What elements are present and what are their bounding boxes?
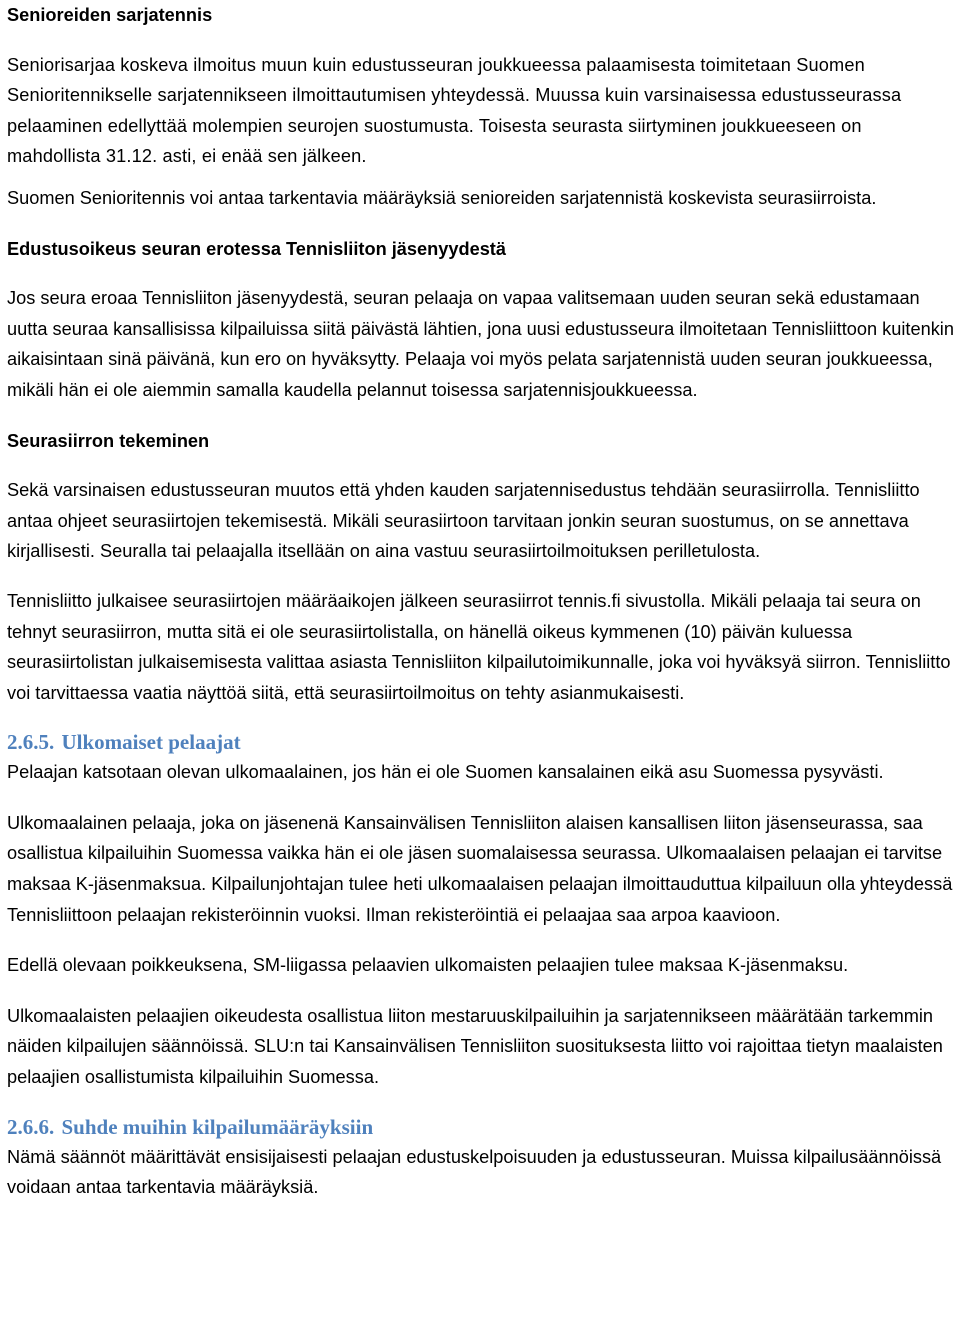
foreign-paragraph-3: Edellä olevaan poikkeuksena, SM-liigassa pelaavien ulkomaisten pelaajien tulee maksaa K-jäsenmaksu.: [7, 955, 849, 976]
foreign-paragraph-1: Pelaajan katsotaan olevan ulkomaalainen, jos hän ei ole Suomen kansalainen eikä asu Suomessa pysyvästi.: [7, 762, 884, 783]
seniors-paragraph-2: Suomen Senioritennis voi antaa tarkentavia määräyksiä senioreiden sarjatennistä koskevista seurasiirroista.: [7, 187, 877, 208]
relation-heading: [7, 1112, 957, 1142]
foreign-paragraph-2: Ulkomaalainen pelaaja, joka on jäsenenä Kansainvälisen Tennisliiton alaisen kansallisen liiton jäsenseurassa, saa osallistua kilpailuihin Suomessa vaikka hän ei ole jäsen suomalaisessa seurassa. Ulkomaalaisen pelaajan ei tarvitse maksaa K-jäsenmaksua. Kilpailunjohtajan tulee heti ulkomaalaisen pelaajan ilmoittauduttua kilpailuun olla yhteydessä Tennisliittoon pelaajan rekisteröinnin vuoksi. Ilman rekisteröintiä ei pelaajaa saa arpoa kaavioon.: [7, 812, 953, 925]
foreign-paragraph-4: Ulkomaalaisten pelaajien oikeudesta osallistua liiton mestaruuskilpailuihin ja sarjatennikseen määrätään tarkemmin näiden kilpailujen säännöissä. SLU:n tai Kansainvälisen Tennisliiton suosituksesta liitto voi rajoittaa tietyn maalaisten pelaajien osallistumista kilpailuihin Suomessa.: [7, 1005, 943, 1088]
section-title: Suhde muihin kilpailumääräyksiin: [61, 1114, 374, 1139]
transfer-heading: Seurasiirron tekeminen: [7, 430, 210, 451]
section-number: 2.6.6.: [7, 1114, 55, 1139]
transfer-paragraph-1: Sekä varsinaisen edustusseuran muutos että yhden kauden sarjatennisedustus tehdään seurasiirrolla. Tennisliitto antaa ohjeet seurasiirtojen tekemisestä. Mikäli seurasiirtoon tarvitaan jonkin seuran suostumus, on se annettava kirjallisesti. Seuralla tai pelaajalla itsellään on aina vastuu seurasiirtoilmoituksen perilletulosta.: [7, 480, 920, 562]
document-page: [7, 0, 957, 1203]
representation-heading: Edustusoikeus seuran erotessa Tennisliiton jäsenyydestä: [7, 238, 506, 259]
relation-paragraph-1: Nämä säännöt määrittävät ensisijaisesti pelaajan edustuskelpoisuuden ja edustusseuran. Muissa kilpailusäännöissä voidaan antaa tarkentavia määräyksiä.: [7, 1146, 942, 1198]
representation-paragraph-1: Jos seura eroaa Tennisliiton jäsenyydestä, seuran pelaaja on vapaa valitsemaan uuden seuran sekä edustamaan uutta seuraa kansallisissa kilpailuissa siitä päivästä lähtien, jona uusi edustusseura ilmoitetaan Tennisliittoon kuitenkin aikaisintaan sinä päivänä, kun ero on hyväksytty. Pelaaja voi myös pelata sarjatennistä uuden seuran joukkueessa, mikäli hän ei ole aiemmin samalla kaudella pelannut toisessa sarjatennisjoukkueessa.: [7, 288, 954, 400]
section-title: Ulkomaiset pelaajat: [61, 730, 241, 755]
section-number: 2.6.5.: [7, 730, 55, 755]
foreign-players-heading: [7, 727, 957, 757]
seniors-heading: Senioreiden sarjatennis: [7, 5, 213, 25]
transfer-paragraph-2: Tennisliitto julkaisee seurasiirtojen määräaikojen jälkeen seurasiirrot tennis.fi sivustolla. Mikäli pelaaja tai seura on tehnyt seurasiirron, mutta sitä ei ole seurasiirtolistalla, on hänellä oikeus kymmenen (10) päivän kuluessa seurasiirtolistan julkaisemisesta valittaa asiasta Tennisliiton kilpailutoimikunnalle, joka voi hyväksyä siirron. Tennisliitto voi tarvittaessa vaatia näyttöä siitä, että seurasiirtoilmoitus on tehty asianmukaisesti.: [7, 590, 951, 703]
seniors-paragraph-1: Seniorisarjaa koskeva ilmoitus muun kuin edustusseuran joukkueessa palaamisesta toimitetaan Suomen Senioritennikselle sarjatennikseen ilmoittautumisen yhteydessä. Muussa kuin varsinaisessa edustusseurassa pelaaminen edellyttää molempien seurojen suostumusta. Toisesta seurasta siirtyminen joukkueeseen on mahdollista 31.12. asti, ei enää sen jälkeen.: [7, 54, 902, 167]
